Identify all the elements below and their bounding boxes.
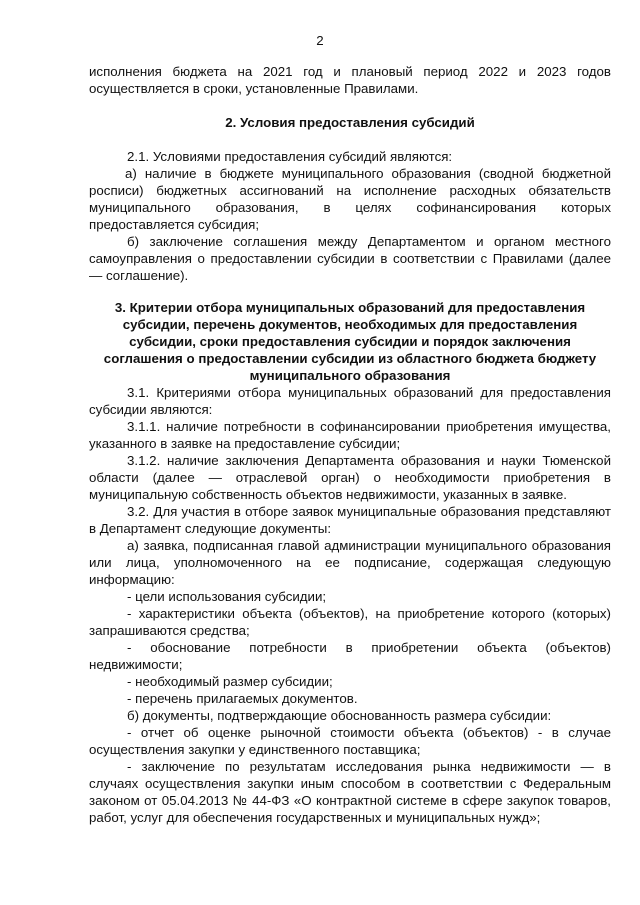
section-3-paragraph-2: 3.1.1. наличие потребности в софинансировании приобретения имущества, указанного в заявке на предоставление субсидии; — [89, 419, 611, 451]
section-3-paragraph-5: а) заявка, подписанная главой администрации муниципального образования или лица, уполномоченного на ее подписание, содержащая следующую информацию: — [89, 538, 611, 587]
section-2-paragraph-2: а) наличие в бюджете муниципального образования (сводной бюджетной росписи) бюджетных ассигнований на исполнение расходных обязательств муниципального образования, в целях софинансирования которых предоставляется субсидия; — [89, 166, 611, 232]
section-2-paragraph-3: б) заключение соглашения между Департаментом и органом местного самоуправления о предоставлении субсидии в соответствии с Правилами (далее — соглашение). — [89, 234, 611, 283]
section-3-list-item-2: - характеристики объекта (объектов), на приобретение которого (которых) запрашиваются средства; — [89, 606, 611, 638]
section-3-paragraph-1: 3.1. Критериями отбора муниципальных образований для предоставления субсидии являются: — [89, 385, 611, 417]
page-number: 2 — [316, 33, 324, 48]
section-3-paragraph-6: б) документы, подтверждающие обоснованность размера субсидии: — [127, 708, 552, 723]
section-3-list-item-7: - заключение по результатам исследования рынка недвижимости — в случаях осуществления закупки иным способом в соответствии с Федеральным законом от 05.04.2013 № 44-ФЗ «О контрактной системе в сфере закупок товаров, работ, услуг для обеспечения государственных и муниципальных нужд»; — [89, 759, 611, 825]
section-3-list-item-1: - цели использования субсидии; — [127, 589, 327, 604]
document-body — [89, 63, 611, 826]
section-3-heading: 3. Критерии отбора муниципальных образований для предоставления субсидии, перечень документов, необходимых для предоставления субсидии, сроки предоставления субсидии и порядок заключения соглашения о предоставлении субсидии из областного бюджета бюджету муниципального образования — [103, 300, 597, 383]
intro-paragraph: исполнения бюджета на 2021 год и плановый период 2022 и 2023 годов осуществляется в сроки, установленные Правилами. — [89, 64, 611, 96]
section-3-list-item-4: - необходимый размер субсидии; — [127, 674, 333, 689]
section-3-paragraph-3: 3.1.2. наличие заключения Департамента образования и науки Тюменской области (далее — отраслевой орган) о необходимости приобретения в муниципальную собственность объектов недвижимости, указанных в заявке. — [89, 453, 611, 502]
section-2-paragraph-1: 2.1. Условиями предоставления субсидий являются: — [127, 149, 453, 164]
section-3-paragraph-4: 3.2. Для участия в отборе заявок муниципальные образования представляют в Департамент следующие документы: — [89, 504, 611, 536]
section-3-list-item-6: - отчет об оценке рыночной стоимости объекта (объектов) - в случае осуществления закупки у единственного поставщика; — [89, 725, 611, 757]
section-2-heading: 2. Условия предоставления субсидий — [225, 115, 475, 130]
section-3-list-item-3: - обоснование потребности в приобретении объекта (объектов) недвижимости; — [89, 640, 611, 672]
section-3-list-item-5: - перечень прилагаемых документов. — [127, 691, 358, 706]
